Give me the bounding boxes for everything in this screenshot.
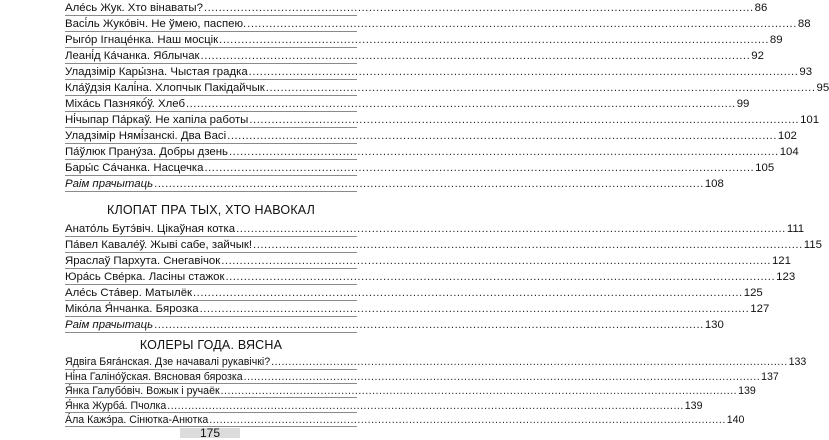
toc-leader-dots (221, 384, 738, 398)
toc-leader-dots (244, 370, 761, 384)
toc-entry-title: Яраслаў Пархута. Снегавічок (65, 254, 220, 268)
toc-entry-title: Па́ўлюк Прану́за. Добры дзень (65, 145, 228, 159)
toc-entry (65, 384, 357, 398)
toc-entry-page: 139 (685, 399, 703, 413)
toc-entry-title: Кла́ўдзія Калі́на. Хлопчык Пакідайчык (65, 81, 265, 95)
toc-entry-title: Васі́ль Жуко́віч. Не ўмею, паспею. (65, 17, 246, 31)
toc-entry-title: Але́сь Жук. Хто вінаваты? (65, 1, 203, 15)
toc-entry-title: Юра́сь Све́рка. Ласіны стажок (65, 270, 224, 284)
toc-entry-page: 139 (738, 384, 756, 398)
toc-entry-page: 99 (737, 97, 750, 111)
toc-entry (65, 1, 357, 16)
toc-leader-dots (271, 355, 788, 369)
toc-entry (65, 129, 357, 144)
toc-entry-title: Я́нка Галубо́віч. Вожык і ручаёк (65, 384, 220, 398)
toc-leader-dots (186, 97, 736, 111)
toc-entry (65, 145, 357, 160)
toc-entry-title: Я́нка Журба́. Пчолка (65, 399, 166, 413)
toc-entry (65, 33, 357, 48)
toc-entry-page: 137 (761, 370, 779, 384)
toc-entry (65, 355, 357, 370)
section-heading: КЛОПАТ ПРА ТЫХ, ХТО НАВОКАЛ (65, 203, 357, 217)
table-of-contents-page (0, 0, 420, 420)
toc-entry-page: 93 (799, 65, 812, 79)
toc-entry-title: Уладзімір Кары́зна. Чыстая градка (65, 65, 248, 79)
toc-entry (65, 238, 357, 253)
toc-entry-page: 108 (705, 177, 724, 191)
toc-entry-page: 111 (787, 222, 804, 236)
toc-entry-page: 105 (755, 161, 774, 175)
toc-entry (65, 113, 357, 128)
toc-entry-title: Леані́д Ка́чанка. Яблычак (65, 49, 200, 63)
toc-leader-dots (249, 113, 799, 127)
toc-entry-title: Раім прачытаць (65, 318, 153, 332)
toc-leader-dots (204, 161, 754, 175)
toc-entry-page: 115 (804, 238, 822, 252)
toc-entry-page: 101 (800, 113, 819, 127)
toc-entry-page: 127 (750, 302, 769, 316)
toc-entry-title: Міко́ла Я́нчанка. Бярозка (65, 302, 199, 316)
toc-entry-page: 130 (705, 318, 724, 332)
toc-entry-title: Міха́сь Пазнякό́ў. Хлеб (65, 97, 185, 111)
toc-leader-dots (227, 129, 777, 143)
toc-entry-page: 92 (751, 49, 764, 63)
page-number: 175 (180, 428, 240, 438)
toc-entry (65, 97, 357, 112)
toc-entry-title: Бары́с Са́чанка. Насцечка (65, 161, 203, 175)
toc-leader-dots (193, 286, 743, 300)
toc-leader-dots (266, 81, 816, 95)
toc-entry-title: Ні́на Галіно́ўская. Вясновая бярозка (65, 370, 243, 384)
toc-entry (65, 65, 357, 80)
toc-entry (65, 399, 357, 413)
toc-leader-dots (229, 145, 779, 159)
toc-entry-page: 140 (727, 413, 745, 427)
toc-entry-page: 133 (789, 355, 807, 369)
toc-entry (65, 81, 357, 96)
toc-entry (65, 302, 357, 317)
toc-leader-dots (236, 222, 786, 236)
toc-entry-title: А́ла Кажэ́ра. Сінютка-Анютка (65, 413, 208, 427)
toc-entry-page: 88 (798, 17, 811, 31)
toc-entry (65, 161, 357, 176)
toc-entry (65, 370, 357, 384)
toc-entry-page: 95 (817, 81, 829, 95)
toc-entry (65, 286, 357, 301)
toc-leader-dots (221, 254, 771, 268)
toc-entry-title: Ні́чыпар Па́ркаў. Не хапіла работы (65, 113, 248, 127)
toc-leader-dots (225, 270, 775, 284)
toc-entry-title: Але́сь Ста́вер. Матылёк (65, 286, 192, 300)
toc-leader-dots (201, 49, 751, 63)
toc-leader-dots (247, 17, 797, 31)
toc-entry (65, 222, 357, 237)
toc-entry-page: 89 (770, 33, 783, 47)
toc-leader-dots (249, 65, 799, 79)
toc-entry-page: 104 (780, 145, 799, 159)
toc-leader-dots (200, 302, 750, 316)
toc-entry-recommended (65, 318, 357, 333)
toc-entry-title: Анато́ль Бутэ́віч. Цікаўная котка (65, 222, 235, 236)
toc-entry-title: Рыго́р Ігнаце́нка. Наш мосцік (65, 33, 218, 47)
toc-entry-title: Па́вел Кавале́ў. Жыві сабе, зайчык! (65, 238, 252, 252)
toc-leader-dots (204, 1, 754, 15)
toc-entry (65, 270, 357, 285)
toc-entry (65, 254, 357, 269)
toc-entry-recommended (65, 177, 357, 192)
toc-entry (65, 413, 357, 427)
toc-leader-dots (154, 318, 704, 332)
toc-leader-dots (154, 177, 704, 191)
toc-leader-dots (167, 399, 684, 413)
toc-entry-page: 121 (772, 254, 791, 268)
toc-entry (65, 49, 357, 64)
toc-entry-page: 123 (776, 270, 795, 284)
section-heading: КОЛЕРЫ ГОДА. ВЯСНА (65, 338, 357, 352)
toc-leader-dots (219, 33, 769, 47)
toc-leader-dots (253, 238, 803, 252)
toc-entry-page: 86 (755, 1, 768, 15)
toc-entry-page: 125 (744, 286, 763, 300)
toc-entry-title: Уладзімір Нямі́занскі. Два Васі (65, 129, 226, 143)
toc-entry (65, 17, 357, 32)
toc-entry-title: Ядвіга Бяга́нская. Дзе начавалі рукавічкі? (65, 355, 270, 369)
toc-entry-title: Раім прачытаць (65, 177, 153, 191)
toc-leader-dots (209, 413, 726, 427)
toc-entry-page: 102 (778, 129, 797, 143)
